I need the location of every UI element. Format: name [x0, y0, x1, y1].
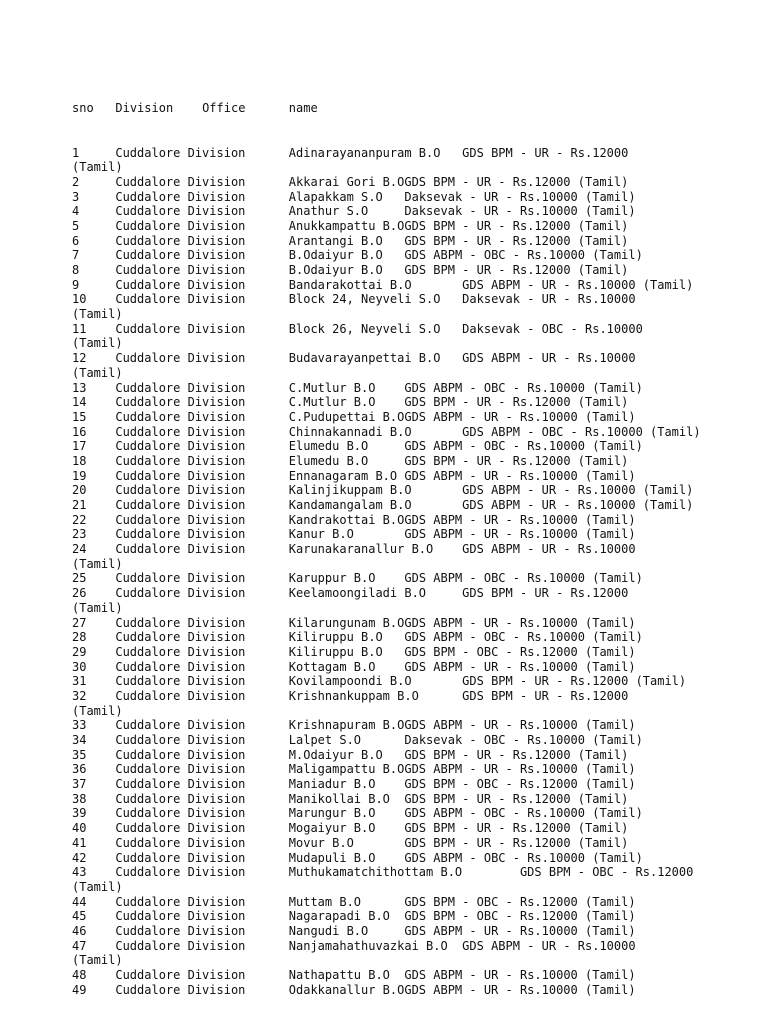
- table-row: [72, 939, 762, 954]
- row-sno: 40: [72, 821, 87, 836]
- row-post: GDS BPM - UR - Rs.12000 (Tamil): [404, 835, 629, 850]
- row-sno: 44: [72, 894, 87, 909]
- row-post: GDS BPM - UR - Rs.12000 (Tamil): [404, 233, 629, 248]
- row-continuation: [72, 704, 762, 719]
- row-office-name: Muttam B.O: [288, 894, 362, 909]
- row-office-name: Bandarakottai B.O: [288, 277, 412, 292]
- table-row: [72, 322, 762, 337]
- row-division: Cuddalore Division: [115, 630, 246, 645]
- row-tail: (Tamil): [72, 879, 123, 894]
- row-sno: 4: [72, 204, 80, 219]
- row-office-name: Kandamangalam B.O: [288, 498, 412, 512]
- row-post: GDS BPM - UR - Rs.12000 (Tamil): [462, 674, 687, 689]
- row-office-name: Elumedu B.O: [288, 453, 369, 468]
- row-office-name: Adinarayananpuram B.O: [288, 145, 441, 160]
- table-row: [72, 234, 762, 249]
- row-office-name: Kanur B.O: [288, 527, 354, 542]
- table-row: [72, 410, 762, 425]
- row-sno: 22: [72, 512, 87, 527]
- row-division: Cuddalore Division: [115, 938, 246, 953]
- row-sno: 43: [72, 865, 87, 880]
- row-continuation: [72, 366, 762, 381]
- row-division: Cuddalore Division: [115, 865, 246, 880]
- table-row: [72, 924, 762, 939]
- row-post: GDS ABPM - UR - Rs.10000 (Tamil): [462, 277, 694, 292]
- row-sno: 3: [72, 189, 80, 204]
- header-division: Division: [115, 101, 174, 116]
- row-sno: 41: [72, 835, 87, 850]
- row-tail: (Tamil): [72, 953, 123, 968]
- row-office-name: Akkarai Gori B.O: [288, 174, 405, 189]
- row-post: GDS ABPM - UR - Rs.10000 (Tamil): [404, 512, 636, 527]
- row-sno: 39: [72, 806, 87, 821]
- row-division: Cuddalore Division: [115, 351, 246, 366]
- table-row: [72, 454, 762, 469]
- row-post: GDS BPM - UR - Rs.12000 (Tamil): [404, 821, 629, 836]
- row-division: Cuddalore Division: [115, 189, 246, 204]
- table-row: [72, 733, 762, 748]
- table-row: [72, 909, 762, 924]
- row-tail: (Tamil): [72, 600, 123, 615]
- row-sno: 48: [72, 968, 87, 982]
- row-division: Cuddalore Division: [115, 395, 246, 410]
- row-continuation: [72, 336, 762, 351]
- header-office: Office: [202, 101, 246, 116]
- table-row: [72, 777, 762, 792]
- row-division: Cuddalore Division: [115, 747, 246, 762]
- row-division: Cuddalore Division: [115, 248, 246, 263]
- row-post: GDS BPM - OBC - Rs.12000: [519, 865, 694, 880]
- table-row: [72, 542, 762, 557]
- row-division: Cuddalore Division: [115, 380, 246, 395]
- row-office-name: Kalinjikuppam B.O: [288, 483, 412, 498]
- table-row: [72, 439, 762, 454]
- table-row: [72, 821, 762, 836]
- table-row: [72, 278, 762, 293]
- row-sno: 14: [72, 395, 87, 410]
- row-sno: 18: [72, 453, 87, 468]
- row-tail: (Tamil): [72, 336, 123, 351]
- row-post: GDS BPM - UR - Rs.12000 (Tamil): [404, 791, 629, 806]
- row-post: GDS BPM - OBC - Rs.12000 (Tamil): [404, 644, 636, 659]
- row-post: GDS ABPM - UR - Rs.10000: [462, 542, 636, 557]
- row-post: GDS ABPM - UR - Rs.10000 (Tamil): [462, 483, 694, 498]
- row-division: Cuddalore Division: [115, 409, 246, 424]
- row-division: Cuddalore Division: [115, 498, 246, 512]
- row-sno: 20: [72, 483, 87, 498]
- row-office-name: Kandrakottai B.O: [288, 512, 405, 527]
- row-office-name: Ennanagaram B.O: [288, 468, 398, 483]
- record-list: [72, 146, 762, 998]
- row-post: GDS ABPM - OBC - Rs.10000 (Tamil): [404, 850, 643, 865]
- table-row: [72, 748, 762, 763]
- row-post: GDS ABPM - OBC - Rs.10000 (Tamil): [404, 571, 643, 586]
- table-row: [72, 469, 762, 484]
- row-division: Cuddalore Division: [115, 542, 246, 557]
- row-office-name: Nangudi B.O: [288, 923, 369, 938]
- row-continuation: [72, 601, 762, 616]
- row-post: GDS ABPM - UR - Rs.10000: [462, 938, 636, 953]
- row-office-name: Nathapattu B.O: [288, 968, 390, 982]
- table-row: [72, 983, 762, 998]
- row-sno: 25: [72, 571, 87, 586]
- row-office-name: C.Pudupettai B.O: [288, 409, 405, 424]
- row-post: GDS BPM - OBC - Rs.12000 (Tamil): [404, 777, 636, 792]
- row-sno: 15: [72, 409, 87, 424]
- row-sno: 31: [72, 674, 87, 689]
- row-continuation: [72, 880, 762, 895]
- table-row: [72, 219, 762, 234]
- row-continuation: [72, 953, 762, 968]
- row-division: Cuddalore Division: [115, 982, 246, 997]
- row-division: Cuddalore Division: [115, 512, 246, 527]
- row-office-name: Chinnakannadi B.O: [288, 424, 412, 439]
- table-row: [72, 175, 762, 190]
- row-office-name: Kottagam B.O: [288, 659, 376, 674]
- document-body: [72, 72, 762, 1012]
- row-post: GDS BPM - UR - Rs.12000 (Tamil): [404, 263, 629, 277]
- row-division: Cuddalore Division: [115, 835, 246, 850]
- row-office-name: Alapakkam S.O: [288, 189, 383, 204]
- row-office-name: Krishnapuram B.O: [288, 718, 405, 733]
- row-division: Cuddalore Division: [115, 777, 246, 792]
- row-post: GDS BPM - OBC - Rs.12000 (Tamil): [404, 909, 636, 924]
- row-post: GDS ABPM - UR - Rs.10000 (Tamil): [404, 468, 636, 483]
- table-row: [72, 968, 762, 983]
- row-sno: 36: [72, 762, 87, 777]
- row-division: Cuddalore Division: [115, 483, 246, 498]
- row-division: Cuddalore Division: [115, 145, 246, 160]
- row-office-name: Budavarayanpettai B.O: [288, 351, 441, 366]
- table-row: [72, 762, 762, 777]
- row-post: GDS ABPM - UR - Rs.10000 (Tamil): [404, 762, 636, 777]
- row-sno: 16: [72, 424, 87, 439]
- row-sno: 28: [72, 630, 87, 645]
- row-sno: 19: [72, 468, 87, 483]
- row-continuation: [72, 160, 762, 175]
- row-sno: 11: [72, 321, 87, 336]
- row-office-name: C.Mutlur B.O: [288, 395, 376, 410]
- row-office-name: Arantangi B.O: [288, 233, 383, 248]
- row-post: GDS ABPM - UR - Rs.10000 (Tamil): [404, 527, 636, 542]
- row-post: GDS ABPM - UR - Rs.10000 (Tamil): [404, 923, 636, 938]
- row-post: GDS ABPM - UR - Rs.10000 (Tamil): [404, 982, 636, 997]
- row-post: GDS ABPM - UR - Rs.10000 (Tamil): [404, 615, 636, 630]
- row-division: Cuddalore Division: [115, 968, 246, 982]
- row-office-name: Marungur B.O: [288, 806, 376, 821]
- row-sno: 27: [72, 615, 87, 630]
- row-post: GDS ABPM - UR - Rs.10000 (Tamil): [404, 718, 636, 733]
- row-sno: 8: [72, 263, 80, 277]
- row-post: GDS ABPM - UR - Rs.10000 (Tamil): [462, 498, 694, 512]
- row-office-name: Krishnankuppam B.O: [288, 688, 419, 703]
- row-division: Cuddalore Division: [115, 527, 246, 542]
- row-division: Cuddalore Division: [115, 174, 246, 189]
- row-post: GDS BPM - UR - Rs.12000: [462, 145, 629, 160]
- row-office-name: Mogaiyur B.O: [288, 821, 376, 836]
- row-office-name: Karuppur B.O: [288, 571, 376, 586]
- row-division: Cuddalore Division: [115, 850, 246, 865]
- row-division: Cuddalore Division: [115, 586, 246, 601]
- row-division: Cuddalore Division: [115, 321, 246, 336]
- header-sno: sno: [72, 101, 94, 116]
- table-row: [72, 674, 762, 689]
- table-row: [72, 381, 762, 396]
- row-sno: 2: [72, 174, 80, 189]
- row-division: Cuddalore Division: [115, 718, 246, 733]
- row-office-name: Block 26, Neyveli S.O: [288, 321, 441, 336]
- row-division: Cuddalore Division: [115, 821, 246, 836]
- row-sno: 37: [72, 777, 87, 792]
- table-row: [72, 292, 762, 307]
- row-sno: 17: [72, 439, 87, 454]
- row-division: Cuddalore Division: [115, 688, 246, 703]
- row-continuation: [72, 557, 762, 572]
- row-office-name: M.Odaiyur B.O: [288, 747, 383, 762]
- row-post: Daksevak - UR - Rs.10000 (Tamil): [404, 189, 636, 204]
- row-sno: 46: [72, 923, 87, 938]
- row-post: Daksevak - OBC - Rs.10000: [462, 321, 643, 336]
- row-post: Daksevak - UR - Rs.10000: [462, 292, 636, 307]
- row-office-name: Manikollai B.O: [288, 791, 390, 806]
- row-division: Cuddalore Division: [115, 424, 246, 439]
- row-post: GDS ABPM - OBC - Rs.10000 (Tamil): [404, 806, 643, 821]
- row-post: GDS ABPM - OBC - Rs.10000 (Tamil): [404, 380, 643, 395]
- row-tail: (Tamil): [72, 160, 123, 175]
- table-row: [72, 513, 762, 528]
- row-division: Cuddalore Division: [115, 909, 246, 924]
- row-post: GDS ABPM - OBC - Rs.10000 (Tamil): [404, 439, 643, 454]
- table-row: [72, 571, 762, 586]
- row-tail: (Tamil): [72, 307, 123, 322]
- row-division: Cuddalore Division: [115, 659, 246, 674]
- table-row: [72, 146, 762, 161]
- row-office-name: B.Odaiyur B.O: [288, 248, 383, 263]
- row-office-name: Block 24, Neyveli S.O: [288, 292, 441, 307]
- row-post: GDS ABPM - UR - Rs.10000 (Tamil): [404, 409, 636, 424]
- table-row: [72, 851, 762, 866]
- row-division: Cuddalore Division: [115, 439, 246, 454]
- row-sno: 10: [72, 292, 87, 307]
- row-office-name: C.Mutlur B.O: [288, 380, 376, 395]
- row-sno: 35: [72, 747, 87, 762]
- row-division: Cuddalore Division: [115, 204, 246, 219]
- row-division: Cuddalore Division: [115, 791, 246, 806]
- row-sno: 30: [72, 659, 87, 674]
- row-division: Cuddalore Division: [115, 571, 246, 586]
- row-office-name: Elumedu B.O: [288, 439, 369, 454]
- row-post: GDS ABPM - OBC - Rs.10000 (Tamil): [462, 424, 701, 439]
- row-sno: 49: [72, 982, 87, 997]
- row-division: Cuddalore Division: [115, 277, 246, 292]
- table-row: [72, 630, 762, 645]
- table-row: [72, 616, 762, 631]
- row-sno: 13: [72, 380, 87, 395]
- row-office-name: Kiliruppu B.O: [288, 644, 383, 659]
- row-division: Cuddalore Division: [115, 263, 246, 277]
- table-row: [72, 689, 762, 704]
- row-sno: 6: [72, 233, 80, 248]
- row-office-name: Anukkampattu B.O: [288, 218, 405, 233]
- row-post: GDS ABPM - OBC - Rs.10000 (Tamil): [404, 630, 643, 645]
- table-row: [72, 660, 762, 675]
- table-row: [72, 425, 762, 440]
- row-continuation: [72, 307, 762, 322]
- row-post: GDS ABPM - UR - Rs.10000 (Tamil): [404, 659, 636, 674]
- row-tail: (Tamil): [72, 556, 123, 571]
- row-division: Cuddalore Division: [115, 923, 246, 938]
- row-sno: 47: [72, 938, 87, 953]
- row-office-name: Nagarapadi B.O: [288, 909, 390, 924]
- table-row: [72, 806, 762, 821]
- row-sno: 5: [72, 218, 80, 233]
- row-post: Daksevak - UR - Rs.10000 (Tamil): [404, 204, 636, 219]
- row-division: Cuddalore Division: [115, 453, 246, 468]
- row-sno: 9: [72, 277, 80, 292]
- row-office-name: Nanjamahathuvazkai B.O: [288, 938, 448, 953]
- row-office-name: Keelamoongiladi B.O: [288, 586, 427, 601]
- row-division: Cuddalore Division: [115, 644, 246, 659]
- row-sno: 45: [72, 909, 87, 924]
- row-division: Cuddalore Division: [115, 233, 246, 248]
- row-division: Cuddalore Division: [115, 894, 246, 909]
- table-row: [72, 836, 762, 851]
- table-row: [72, 190, 762, 205]
- row-post: GDS BPM - UR - Rs.12000 (Tamil): [404, 395, 629, 410]
- table-row: [72, 204, 762, 219]
- table-row: [72, 645, 762, 660]
- row-sno: 1: [72, 145, 80, 160]
- row-office-name: Maligampattu B.O: [288, 762, 405, 777]
- row-post: GDS ABPM - UR - Rs.10000 (Tamil): [404, 968, 636, 982]
- row-office-name: Odakkanallur B.O: [288, 982, 405, 997]
- row-division: Cuddalore Division: [115, 762, 246, 777]
- table-row: [72, 586, 762, 601]
- row-division: Cuddalore Division: [115, 615, 246, 630]
- row-tail: (Tamil): [72, 365, 123, 380]
- row-division: Cuddalore Division: [115, 292, 246, 307]
- row-office-name: Kovilampoondi B.O: [288, 674, 412, 689]
- table-row: [72, 498, 762, 513]
- table-row: [72, 395, 762, 410]
- row-sno: 7: [72, 248, 80, 263]
- row-post: GDS BPM - UR - Rs.12000 (Tamil): [404, 174, 629, 189]
- row-sno: 33: [72, 718, 87, 733]
- row-post: GDS BPM - OBC - Rs.12000 (Tamil): [404, 894, 636, 909]
- row-sno: 24: [72, 542, 87, 557]
- row-office-name: Anathur S.O: [288, 204, 369, 219]
- row-office-name: Lalpet S.O: [288, 733, 362, 747]
- row-office-name: B.Odaiyur B.O: [288, 263, 383, 277]
- row-office-name: Kilarungunam B.O: [288, 615, 405, 630]
- row-tail: (Tamil): [72, 703, 123, 718]
- row-post: GDS BPM - UR - Rs.12000: [462, 586, 629, 601]
- row-post: GDS ABPM - UR - Rs.10000: [462, 351, 636, 366]
- row-office-name: Movur B.O: [288, 835, 354, 850]
- row-sno: 29: [72, 644, 87, 659]
- table-row: [72, 263, 762, 278]
- row-division: Cuddalore Division: [115, 468, 246, 483]
- row-sno: 34: [72, 733, 87, 747]
- table-row: [72, 483, 762, 498]
- row-sno: 12: [72, 351, 87, 366]
- row-office-name: Karunakaranallur B.O: [288, 542, 434, 557]
- row-sno: 42: [72, 850, 87, 865]
- header-row: [72, 101, 762, 116]
- row-office-name: Kiliruppu B.O: [288, 630, 383, 645]
- row-office-name: Muthukamatchithottam B.O: [288, 865, 463, 880]
- row-post: GDS BPM - UR - Rs.12000 (Tamil): [404, 218, 629, 233]
- table-row: [72, 865, 762, 880]
- row-sno: 26: [72, 586, 87, 601]
- row-division: Cuddalore Division: [115, 218, 246, 233]
- row-post: GDS BPM - UR - Rs.12000 (Tamil): [404, 747, 629, 762]
- row-post: GDS BPM - UR - Rs.12000: [462, 688, 629, 703]
- row-sno: 21: [72, 498, 87, 512]
- row-sno: 38: [72, 791, 87, 806]
- row-sno: 32: [72, 688, 87, 703]
- row-office-name: Mudapuli B.O: [288, 850, 376, 865]
- table-row: [72, 718, 762, 733]
- table-row: [72, 792, 762, 807]
- row-sno: 23: [72, 527, 87, 542]
- table-row: [72, 248, 762, 263]
- row-post: GDS BPM - UR - Rs.12000 (Tamil): [404, 453, 629, 468]
- row-post: Daksevak - OBC - Rs.10000 (Tamil): [404, 733, 643, 747]
- row-division: Cuddalore Division: [115, 674, 246, 689]
- row-office-name: Maniadur B.O: [288, 777, 376, 792]
- header-name: name: [288, 101, 318, 116]
- table-row: [72, 351, 762, 366]
- row-post: GDS ABPM - OBC - Rs.10000 (Tamil): [404, 248, 643, 263]
- table-row: [72, 895, 762, 910]
- table-row: [72, 527, 762, 542]
- row-division: Cuddalore Division: [115, 733, 246, 747]
- row-division: Cuddalore Division: [115, 806, 246, 821]
